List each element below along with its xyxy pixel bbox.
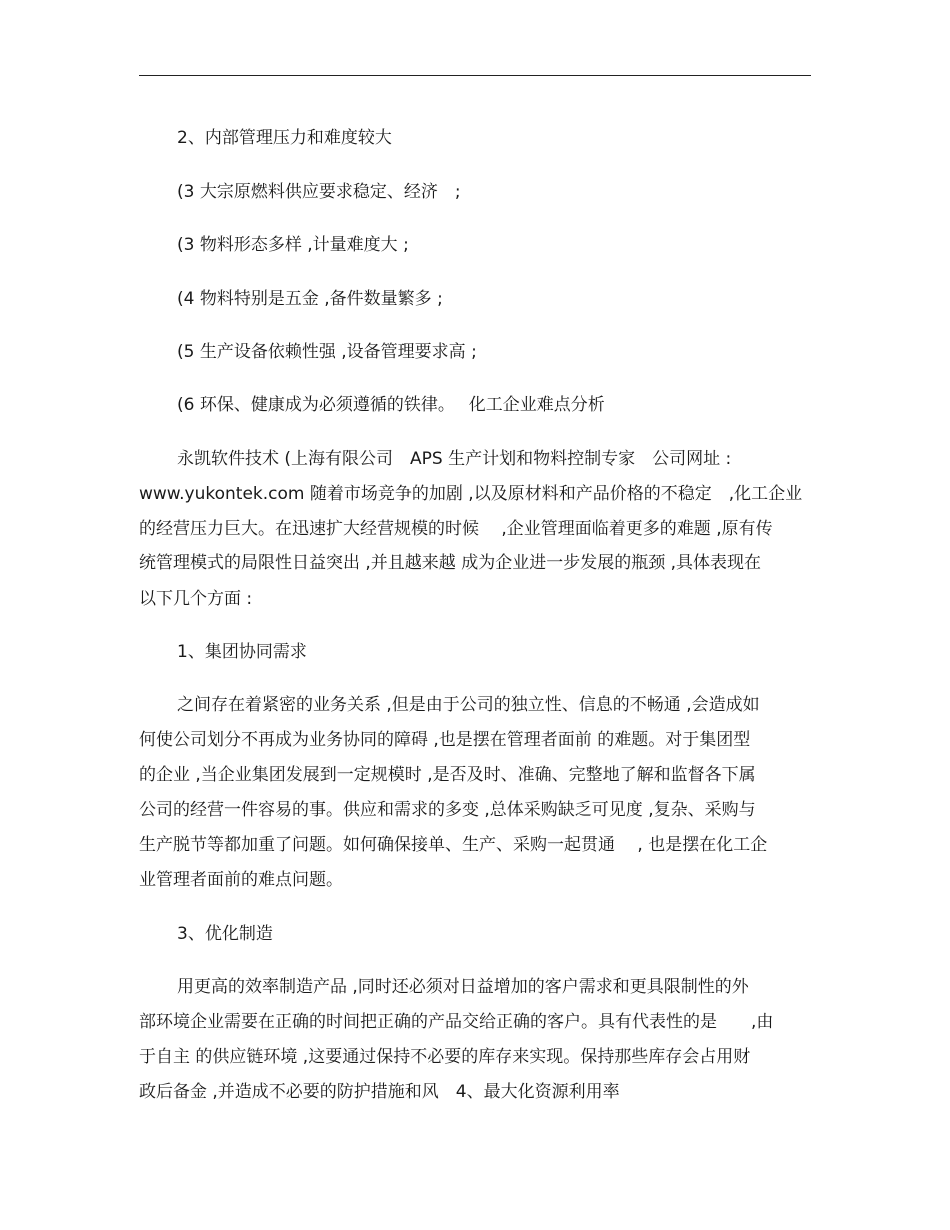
paragraph-line: 的经营压力巨大。在迅速扩大经营规模的时候 ,企业管理面临着更多的难题 ,原有传 — [139, 519, 773, 539]
list-item: (3 物料形态多样 ,计量难度大 ; — [177, 235, 409, 255]
paragraph-line: 的企业 ,当企业集团发展到一定规模时 ,是否及时、准确、完整地了解和监督各下属 — [139, 765, 756, 785]
list-item: (5 生产设备依赖性强 ,设备管理要求高 ; — [177, 342, 477, 362]
paragraph-line: 用更高的效率制造产品 ,同时还必须对日益增加的客户需求和更具限制性的外 — [177, 977, 749, 997]
paragraph-line: 生产脱节等都加重了问题。如何确保接单、生产、采购一起贯通 , 也是摆在化工企 — [139, 835, 768, 855]
paragraph-line: www.yukontek.com 随着市场竞争的加剧 ,以及原材料和产品价格的不稳定 ,化工企业 — [139, 484, 803, 504]
section-heading: 1、集团协同需求 — [177, 642, 307, 662]
paragraph-line: 公司的经营一件容易的事。供应和需求的多变 ,总体采购缺乏可见度 ,复杂、采购与 — [139, 800, 756, 820]
paragraph-line: 政后备金 ,并造成不必要的防护措施和风 4、最大化资源利用率 — [139, 1082, 620, 1102]
list-item: (4 物料特别是五金 ,备件数量繁多 ; — [177, 289, 443, 309]
paragraph-line: 永凯软件技术 (上海有限公司 APS 生产计划和物料控制专家 公司网址 : — [177, 449, 732, 469]
list-item: 2、内部管理压力和难度较大 — [177, 128, 392, 148]
section-heading: 3、优化制造 — [177, 924, 273, 944]
list-item: (3 大宗原燃料供应要求稳定、经济 ; — [177, 182, 461, 202]
paragraph-line: 于自主 的供应链环境 ,这要通过保持不必要的库存来实现。保持那些库存会占用财 — [139, 1047, 751, 1067]
paragraph-line: 业管理者面前的难点问题。 — [139, 870, 343, 890]
list-item: (6 环保、健康成为必须遵循的铁律。 化工企业难点分析 — [177, 395, 605, 415]
paragraph-line: 之间存在着紧密的业务关系 ,但是由于公司的独立性、信息的不畅通 ,会造成如 — [177, 695, 760, 715]
header-rule — [139, 75, 811, 76]
paragraph-line: 部环境企业需要在正确的时间把正确的产品交给正确的客户。具有代表性的是 ,由 — [139, 1012, 774, 1032]
paragraph-line: 统管理模式的局限性日益突出 ,并且越来越 成为企业进一步发展的瓶颈 ,具体表现在 — [139, 553, 762, 573]
paragraph-line: 以下几个方面 : — [139, 589, 253, 609]
paragraph-line: 何使公司划分不再成为业务协同的障碍 ,也是摆在管理者面前 的难题。对于集团型 — [139, 730, 751, 750]
